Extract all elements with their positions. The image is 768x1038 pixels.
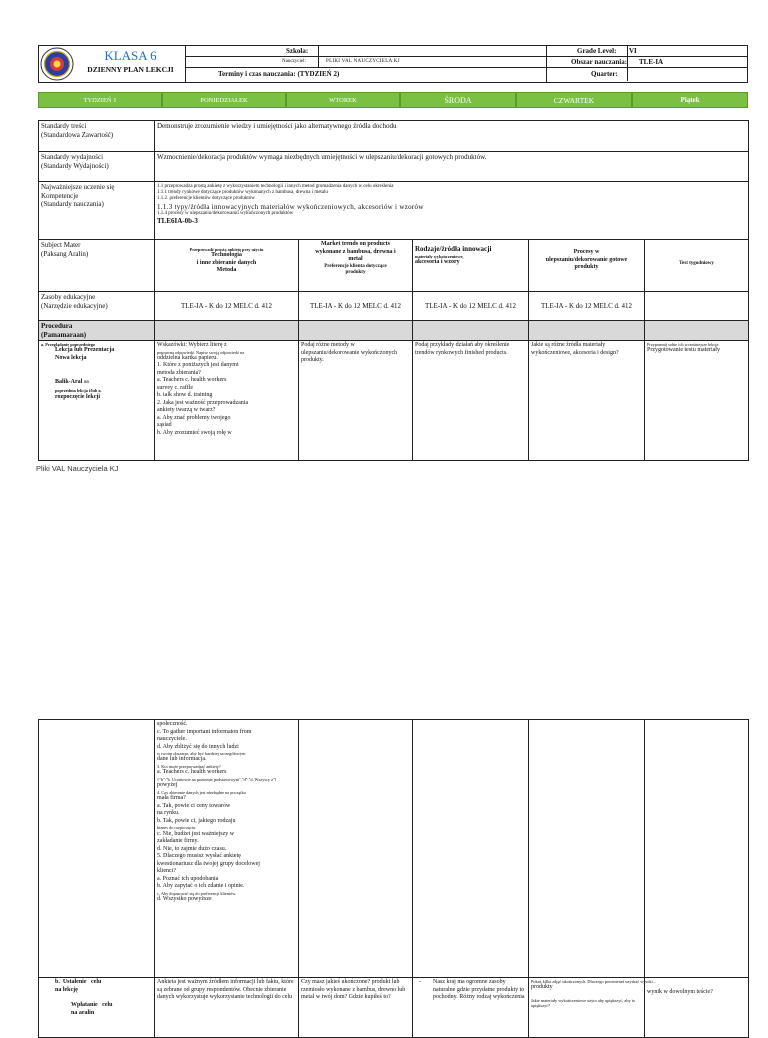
a-tue: Podaj różne metody w ulepszaniu/dekorowanie wykończonych produkty. bbox=[299, 341, 413, 461]
standardy-tresci-label: Standardy treści (Standardowa Zawartość) bbox=[39, 121, 155, 152]
b-thu-small: Pokaż kilka zdjęć ukończonych. Dlaczego powinieneś uzyskać wysoki... bbox=[531, 979, 656, 984]
grade-label: Grade Level: bbox=[577, 47, 617, 55]
subject-wed-small: materiały wykończeniowe, bbox=[415, 253, 464, 259]
day-monday: PONIEDZIAŁEK bbox=[162, 92, 286, 108]
subject-thu-bold: Procesy w ulepszaniu/dekorowanie gotowe produkty bbox=[545, 249, 628, 270]
p2-mon-line-5: w twoim obszarze, aby być bardziej szczegółowym bbox=[157, 751, 246, 756]
p2-mon-line-8: a. Teachers c. health workers bbox=[157, 769, 227, 776]
day-wednesday: ŚRODA bbox=[400, 92, 516, 108]
zasoby-mon: TLE-IA - K do 12 MELC d. 412 bbox=[155, 292, 299, 321]
subject-tue-bold: Market trends on products wykonane z bambusa, drewna i metal bbox=[315, 241, 396, 262]
subject-label: Subject Mater (Paksang Aralin) bbox=[39, 240, 155, 292]
title-block bbox=[76, 46, 186, 82]
p2-mon-line-19: d. Nie, to zajmie dużo czasu. bbox=[157, 845, 227, 852]
szkola-label: Szkoła: bbox=[286, 47, 309, 55]
a-fri-small: Przypomnij sobie ich wcześniejsze lekcje. bbox=[647, 342, 720, 347]
a-fri: Przygotowanie testu materiały bbox=[647, 347, 720, 354]
b-thu-small2: Jakie materiały wykończeniowe użyto aby upiększyć, aby to upiększyć? bbox=[531, 997, 636, 1009]
standardy-wydajnosci-label: Standardy wydajności (Standardy Wydajności) bbox=[39, 152, 155, 182]
p2-mon-line-26: d. Wszystko powyższe bbox=[157, 895, 212, 902]
a-thu: Jakie są różne źródła materiały wykończeniowe, akcesoria i design? bbox=[529, 341, 645, 461]
day-week: TYDZIEŃ 1 bbox=[38, 92, 162, 108]
b-wed: Nasz kraj ma ogromne zasoby naturalne gdzie przydatne produkty to pochodny. Różny rodzaj wykończenia bbox=[433, 979, 525, 1000]
p2-mon-line-14: na rynku. bbox=[157, 810, 180, 817]
p2-mon-line-16: biznes do rozpoczęcia. bbox=[157, 825, 197, 831]
terminy-label: Terminy i czas nauczania: (TYDZIEŃ 2) bbox=[218, 70, 340, 78]
a-mon-line-5: metoda zbierania? bbox=[157, 369, 201, 376]
grade-info bbox=[546, 46, 748, 82]
kompetencje-line-2: 1.1.1 trendy rynkowe dotyczące produktów wykonanych z bambusa, drewna i metalu bbox=[157, 190, 328, 196]
b-wed-dash: - bbox=[419, 979, 421, 985]
subject-wed-bold: Rodzaje/źródła innowacji bbox=[415, 245, 492, 253]
p2-mon-line-15: b. Tak, powie ci, jakiego rodzaju bbox=[157, 817, 236, 824]
klasa-title: KLASA 6 bbox=[104, 48, 157, 63]
b-tue: Czy masz jakieś ukończone? produkt lub rzemiosło wykonane z bambus, drewno lub metal w twój dom? Gdzie kupiłeś to? bbox=[301, 979, 406, 1000]
deped-seal-logo bbox=[40, 47, 74, 81]
procedura-label: Procedura (Pamamaraan) bbox=[39, 321, 155, 341]
a-mon-line-8: b. talk show d. training bbox=[157, 392, 213, 399]
plan-title: DZIENNY PLAN LEKCJI bbox=[87, 65, 174, 74]
subject-mon-small: Przeprowadź prostą ankietę przy użyciu bbox=[189, 247, 264, 252]
quarter-label: Quarter: bbox=[591, 70, 618, 78]
subject-wed-bold2: akcesoria i wzory bbox=[415, 258, 460, 265]
p2-mon-line-18: zakładanie firmy. bbox=[157, 838, 199, 845]
a-mon-line-4: 1. Które z poniższych jest danymi bbox=[157, 362, 239, 369]
day-tuesday: WTOREK bbox=[286, 92, 400, 108]
p2-mon-line-1: społeczność. bbox=[157, 721, 188, 727]
a-mon-line-12: sąsiad bbox=[157, 422, 172, 429]
footer-left: Pliki VAL Nauczyciela KJ bbox=[36, 464, 119, 473]
b-label2: Wpłatanie celu na aralin bbox=[71, 1002, 113, 1016]
p2-mon-line-22: klienci? bbox=[157, 868, 176, 875]
p2-mon-line-20: 5. Dlaczego musisz wysłać ankietę bbox=[157, 853, 241, 860]
nauczyciel-label: Nauczyciel: bbox=[282, 59, 306, 64]
b-mon: Ankieta jest ważnym źródłem informacji lub faktu, które są zebrane od grupy respondentów. Obecnie zbieranie danych wykorzystuje wykorzystanie technologii do celu bbox=[157, 979, 294, 1000]
a-label-bold: Lekcja lub Prezentacja Nowa lekcja bbox=[55, 347, 115, 361]
kompetencje-line-5: 1.1.4 procesy w ulepszaniu/dekorowaniu wykończonych produktów bbox=[157, 211, 294, 217]
a-label-bold2: Balik-Aral bbox=[55, 379, 83, 386]
a-mon-line-13: b. Aby zrozumieć swoją rolę w bbox=[157, 429, 232, 436]
a-wed: Podaj przykłady działań aby określenie trendów rynkowych finished products. bbox=[413, 341, 529, 461]
kompetencje-text bbox=[155, 182, 749, 240]
a-mon-line-2: poprawna odpowiedź. Napisz swoją odpowiedź na bbox=[157, 349, 245, 355]
row-subject bbox=[39, 240, 749, 292]
row-zasoby bbox=[39, 292, 749, 321]
a-mon-line-10: ankiety twarzą w twarz? bbox=[157, 407, 216, 414]
day-thursday: CZWARTEK bbox=[516, 92, 632, 108]
subject-fri: Test tygodniowy bbox=[679, 261, 714, 266]
a-mon-line-7: survey c. raffle bbox=[157, 384, 194, 391]
p2-mon-line-17: c. Nie, budżet jest ważniejszy w bbox=[157, 830, 235, 837]
subject-tue-small: Preferencje klienta dotyczące produkty bbox=[324, 263, 387, 275]
obszar-value: TLE-IA bbox=[639, 58, 664, 66]
school-info bbox=[186, 46, 546, 82]
p2-mon-line-9: {"b":"b. Uczniowie na poziomie podstawowym","d":"d. Wszyscy z"} bbox=[157, 776, 277, 782]
lesson-table bbox=[38, 120, 749, 461]
p2-mon-line-25: c. Aby dopasować się do preferencji klientów. bbox=[157, 890, 237, 896]
b-label: b. Ustalenie celu na lekcję bbox=[55, 979, 102, 993]
p2-mon-line-13: a. Tak, powie ci ceny towarów bbox=[157, 802, 231, 809]
subject-mon-bold: Technologia i inne zbieranie danych Metoda bbox=[196, 252, 257, 274]
row-kompetencje bbox=[39, 182, 749, 240]
kompetencje-line-1: 1.1 przeprowadza prostą ankietę z wykorzystaniem technologii i innych metod gromadzenia danych w celu określenia bbox=[157, 184, 394, 189]
p2-mon-line-21: kwestionariusz dla twojej grupy docelowej bbox=[157, 860, 260, 867]
a-label-small: a. Przeglądanie poprzedniego bbox=[41, 342, 96, 347]
a-mon-line-1: Wskazówki: Wybierz literę z bbox=[157, 342, 227, 348]
zasoby-wed: TLE-IA - K do 12 MELC d. 412 bbox=[413, 292, 529, 321]
obszar-label: Obszar nauczania: bbox=[571, 58, 628, 66]
zasoby-tue: TLE-IA - K do 12 MELC d. 412 bbox=[299, 292, 413, 321]
a-mon-line-9: 2. Jaka jest ważność przeprowadzania bbox=[157, 399, 249, 406]
a-label-bold3: rozpoczęcie lekcji bbox=[55, 393, 101, 400]
standardy-wydajnosci-text: Wzmocnienie/dekoracja produktów wymaga niezbędnych umiejętności w ulepszaniu/dekoracji gotowych produktów. bbox=[155, 152, 749, 182]
p2-mon-line-10: powyżej bbox=[157, 782, 178, 789]
kompetencje-line-4: 1.1.3 typy/źródła innowacyjnych materiałów wykończeniowych, akcesoriów i wzorów bbox=[157, 202, 424, 211]
p2-mon-line-7: 3. Kto może przeprowadzać ankiety? bbox=[157, 763, 221, 769]
p2-mon-line-6: dane lub informacja. bbox=[157, 756, 207, 763]
row-section-a-continued bbox=[39, 720, 749, 978]
kompetencje-label: Najważniejsze uczenie się Kompetencje (Standardy nauczania) bbox=[39, 182, 155, 240]
lesson-table-page2 bbox=[38, 719, 749, 1038]
a-label-small2: poprzednia lekcja i/lub a. bbox=[55, 388, 102, 394]
day-friday: Piątek bbox=[632, 92, 748, 108]
row-standardy-tresci bbox=[39, 121, 749, 152]
zasoby-label: Zasoby edukacyjne (Narzędzie edukacyjne) bbox=[39, 292, 155, 321]
b-fri: wynik w dowolnym teście? bbox=[647, 989, 713, 995]
nauczyciel-value: PLIKI VAL NAUCZYCIELA KJ bbox=[326, 59, 400, 64]
a-mon-line-6: a. Teachers c. health workers bbox=[157, 377, 227, 384]
grade-value: VI bbox=[629, 47, 637, 55]
day-bar bbox=[38, 92, 748, 108]
a-label-sa: sa bbox=[82, 379, 89, 386]
row-section-a bbox=[39, 341, 749, 461]
p2-mon-line-11: 4. Czy zbieranie danych jest niezbędne na początku bbox=[157, 789, 246, 795]
zasoby-thu: TLE-IA - K do 12 MELC d. 412 bbox=[529, 292, 645, 321]
standardy-tresci-text: Demonstruje zrozumienie wiedzy i umiejętności jako alternatywnego źródła dochodu bbox=[155, 121, 749, 152]
p2-mon-line-12: mała firma? bbox=[157, 795, 186, 802]
b-thu: produkty bbox=[531, 984, 553, 991]
p2-mon-line-4: d. Aby zbliżyć się do innych ludzi bbox=[157, 743, 239, 750]
p2-mon-line-23: a. Poznać ich upodobania bbox=[157, 875, 219, 882]
p2-mon-line-24: b. Aby zapytać o ich zdanie i opinie. bbox=[157, 883, 245, 890]
a-mon-line-3: oddzielna kartka papieru. bbox=[157, 354, 218, 361]
row-procedura bbox=[39, 321, 749, 341]
a-mon-line-11: a. Aby znać problemy twojego bbox=[157, 414, 231, 421]
p2-mon-line-2: c. To gather important informaton from bbox=[157, 728, 252, 735]
kompetencje-line-6: TLE6IA-0b-3 bbox=[157, 217, 198, 226]
kompetencje-line-3: 1.1.2. preferencje klientów dotyczące produktów bbox=[157, 196, 255, 202]
row-standardy-wydajnosci bbox=[39, 152, 749, 182]
row-section-b bbox=[39, 978, 749, 1038]
p2-mon-line-3: nauczyciele. bbox=[157, 736, 187, 742]
